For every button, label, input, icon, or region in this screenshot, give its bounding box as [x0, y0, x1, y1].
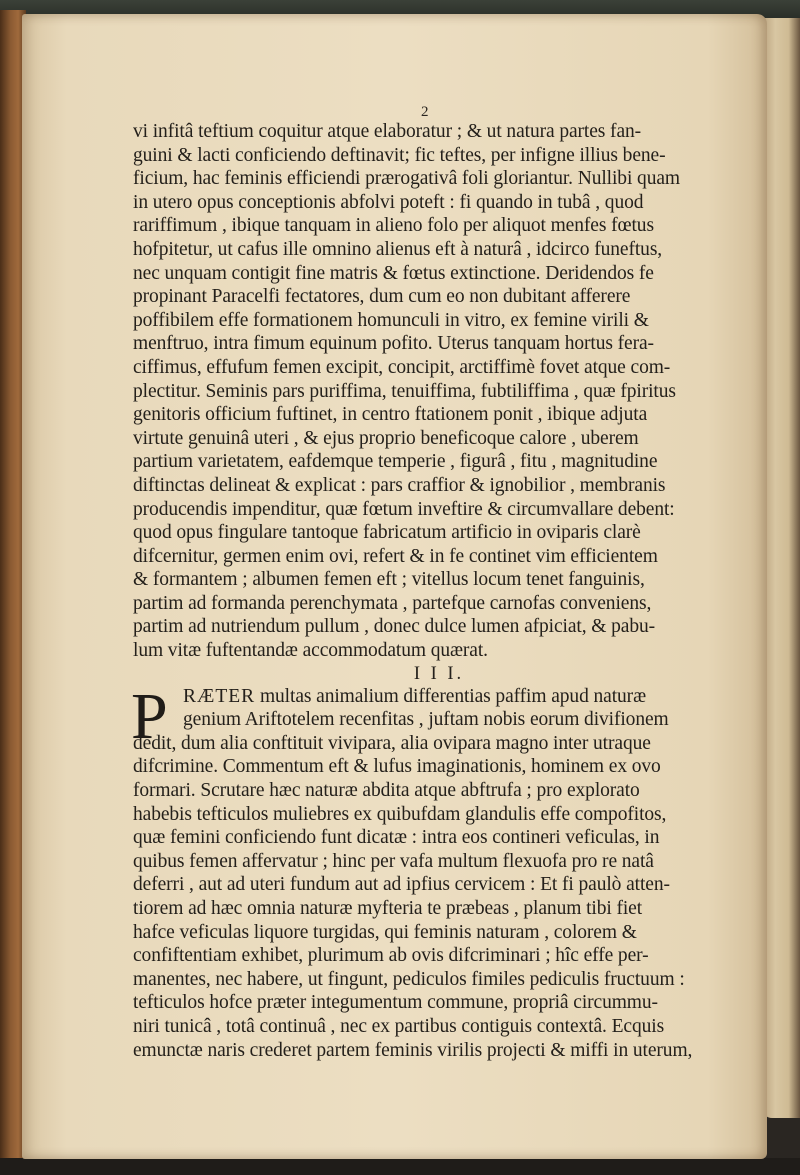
text-line: plectitur. Seminis pars puriffima, tenuiffima, fubtiliffima , quæ fpiritus [133, 380, 676, 402]
text-line [133, 685, 723, 709]
book-bottom-edge [0, 1158, 800, 1175]
text-line: partim ad formanda perenchymata , partefque carnofas conveniens, [133, 592, 652, 614]
text-line: deferri , aut ad uteri fundum aut ad ipfius cervicem : Et fi paulò atten- [133, 874, 670, 896]
next-page-edge [762, 18, 800, 1118]
text-line: tiorem ad hæc omnia naturæ myfteria te præbeas , planum tibi fiet [133, 898, 643, 919]
text-line: quæ femini conficiendo funt dicatæ : intra eos contineri veficulas, in [133, 827, 660, 849]
paragraph-section-2 [131, 679, 723, 1063]
text-line: genium Ariftotelem recenfitas , juftam nobis eorum divifionem [183, 709, 669, 731]
text-line: niri tunicâ , totâ continuâ , nec ex partibus contiguis contextâ. Ecquis [133, 1015, 665, 1037]
paragraph-section-1 [133, 120, 723, 663]
text-line: genitoris officium fuftinet, in centro ftationem ponit , ibique adjuta [133, 404, 648, 426]
text-line: quibus femen affervatur ; hinc per vafa multum flexuofa pro re natâ [133, 850, 654, 872]
text-line: quod opus fingulare tantoque fabricatum artificio in oviparis clarè [133, 522, 641, 544]
text-line: dedit, dum alia conftituit vivipara, alia ovipara magno inter utraque [133, 732, 651, 754]
text-line: & formantem ; albumen femen eft ; vitellus locum tenet fanguinis, [133, 569, 645, 591]
text-line: poffibilem effe formationem homunculi in vitro, ex femine virili & [133, 309, 649, 331]
text-line: virtute genuinâ uteri , & ejus proprio beneficoque calore , uberem [133, 427, 639, 449]
text-line: tefticulos hofce præter integumentum commune, propriâ circummu- [133, 992, 658, 1014]
section-heading: I I I. [413, 663, 465, 684]
text-line: menftruo, intra fimum equinum pofito. Uterus tanquam hortus fera- [133, 333, 654, 355]
text-line: emunctæ naris crederet partem feminis virilis projecti & miffi in uterum, [133, 1039, 693, 1061]
text-line: guini & lacti conficiendo deftinavit; fic teftes, per infigne illius bene- [133, 144, 666, 166]
text-line: lum vitæ fuftentandæ accommodatum quærat. [133, 640, 488, 662]
text-line-rest: multas animalium differentias paffim apud naturæ [255, 685, 646, 707]
text-line: diftinctas delineat & explicat : pars craffior & ignobilior , membranis [133, 474, 666, 496]
page-text [133, 120, 723, 1062]
section-first-word: RÆTER [183, 685, 256, 707]
text-line: vi infitâ teftium coquitur atque elaboratur ; & ut natura partes fan- [133, 121, 642, 142]
text-line: hafce veficulas liquore turgidas, qui feminis naturam , colorem & [133, 921, 637, 943]
drop-cap: P [131, 679, 168, 753]
text-line: producendis impenditur, quæ fœtum inveftire & circumvallare debent: [133, 498, 675, 520]
text-line: confiftentiam exhibet, plurimum ab ovis difcriminari ; hîc effe per- [133, 945, 649, 967]
text-line: nec unquam contigit fine matris & fœtus extinctione. Deridendos fe [133, 262, 654, 284]
text-line: manentes, nec habere, ut fingunt, pediculos fimiles pediculis fructuum : [133, 968, 685, 990]
page-number: 2 [421, 104, 429, 120]
text-line: formari. Scrutare hæc naturæ abdita atque abftrufa ; pro explorato [133, 780, 640, 802]
text-line: hofpitetur, ut cafus ille omnino alienus eft à naturâ , idcirco funeftus, [133, 238, 663, 260]
text-line: difcernitur, germen enim ovi, refert & in fe continet vim efficientem [133, 545, 658, 567]
text-line: difcrimine. Commentum eft & lufus imaginationis, hominem ex ovo [133, 756, 661, 778]
text-line: ficium, hac feminis efficiendi prærogativâ foli gloriantur. Nullibi quam [133, 168, 680, 190]
text-line: in utero opus conceptionis abfolvi poteft : fi quando in tubâ , quod [133, 191, 644, 213]
text-line: partium varietatem, eafdemque temperie , figurâ , fitu , magnitudine [133, 451, 658, 473]
text-line: partim ad nutriendum pullum , donec dulce lumen afpiciat, & pabu- [133, 616, 656, 638]
text-line: rariffimum , ibique tanquam in alieno folo per aliquot menfes fœtus [133, 215, 654, 237]
text-line: ciffimus, effufum femen excipit, concipit, arctiffimè fovet atque com- [133, 356, 671, 378]
text-line: propinant Paracelfi fectatores, dum cum eo non dubitant afferere [133, 286, 631, 308]
text-line: habebis tefticulos muliebres ex quibufdam glandulis effe compofitos, [133, 803, 667, 825]
